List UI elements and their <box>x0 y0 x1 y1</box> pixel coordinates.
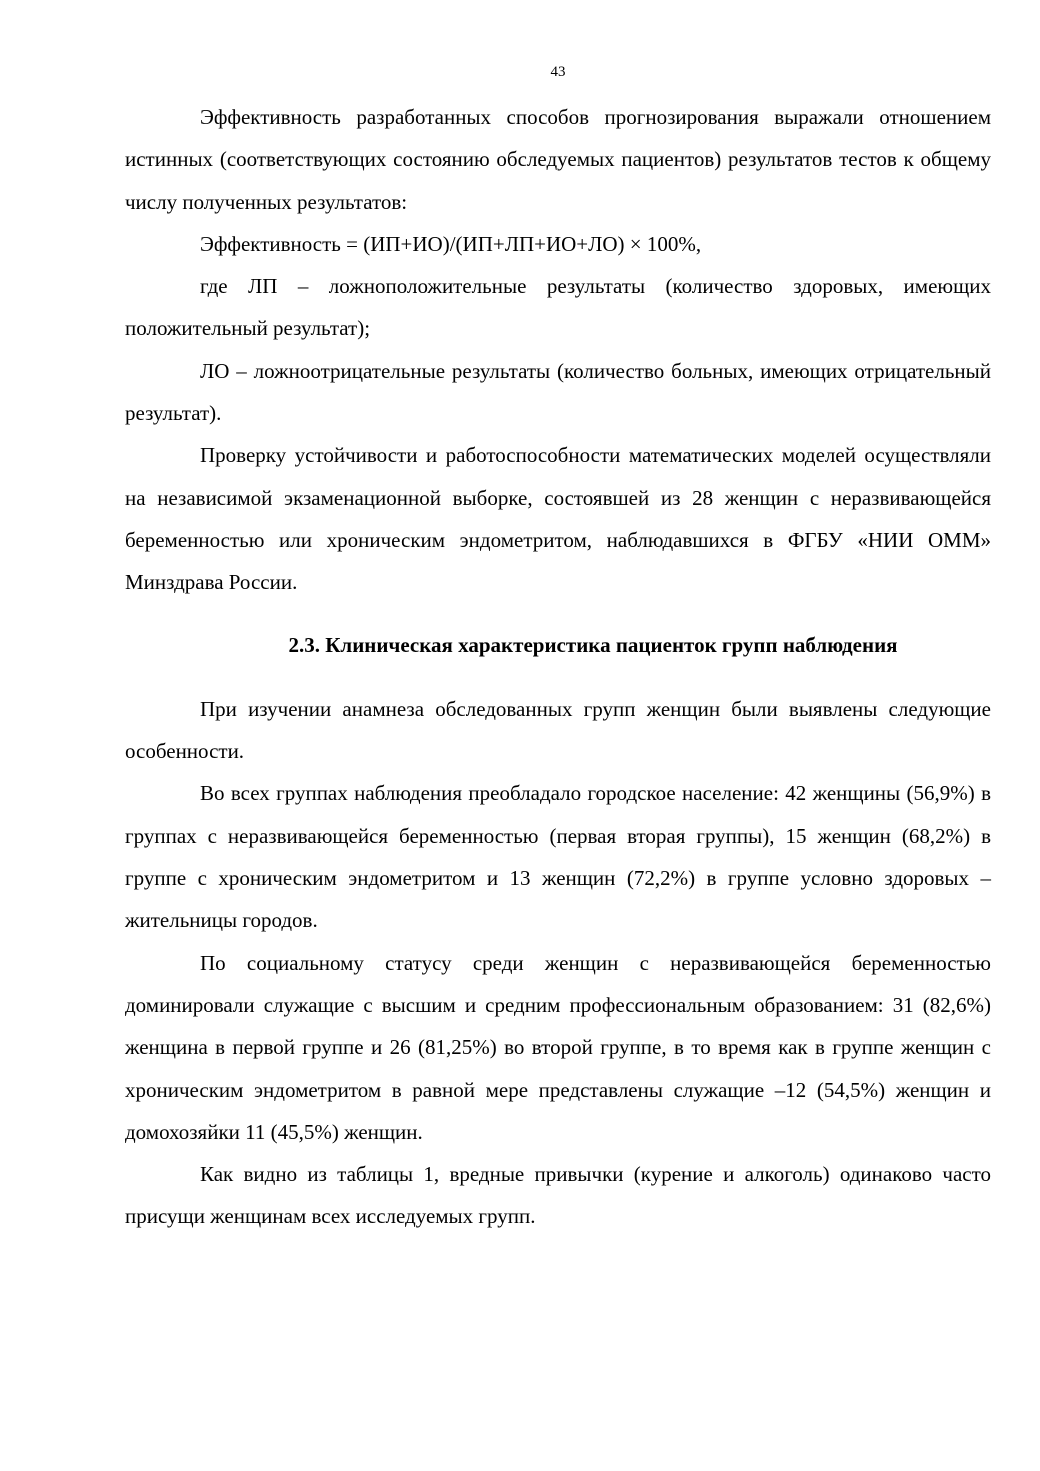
document-body <box>125 96 991 1238</box>
paragraph-bad-habits: Как видно из таблицы 1, вредные привычки (курение и алкоголь) одинаково часто присущи женщинам всех исследуемых групп. <box>125 1162 991 1229</box>
section-heading: 2.3. Клиническая характеристика пациенток групп наблюдения <box>288 632 898 657</box>
paragraph-false-negative-definition: ЛО – ложноотрицательные результаты (количество больных, имеющих отрицательный результат). <box>125 358 991 426</box>
paragraph-false-positive-definition: где ЛП – ложноположительные результаты (количество здоровых, имеющих положительный результат); <box>125 274 991 341</box>
paragraph-social-status: По социальному статусу среди женщин с неразвивающейся беременностью доминировали служащие с высшим и средним профессиональным образованием: 31 (82,6%) женщина в первой группе и 26 (81,25%) во второй группе, в то время как в группе женщин с хроническим эндометритом в равной мере представлены служащие –12 (54,5%) женщин и домохозяйки 11 (45,5%) женщин. <box>125 950 991 1144</box>
paragraph-urban-population: Во всех группах наблюдения преобладало городское население: 42 женщины (56,9%) в группах с неразвивающейся беременностью (первая вторая группы), 15 женщин (68,2%) в группе с хроническим эндометритом и 13 женщин (72,2%) в группе условно здоровых – жительницы городов. <box>125 781 991 933</box>
paragraph-efficiency-definition: Эффективность разработанных способов прогнозирования выражали отношением истинных (соответствующих состоянию обследуемых пациентов) результатов тестов к общему числу полученных результатов: <box>125 105 991 214</box>
paragraph-efficiency-formula: Эффективность = (ИП+ИО)/(ИП+ЛП+ИО+ЛО) × 100%, <box>200 231 702 256</box>
paragraph-anamnesis-intro: При изучении анамнеза обследованных групп женщин были выявлены следующие особенности. <box>125 696 991 764</box>
page-number: 43 <box>550 64 566 80</box>
paragraph-model-validation: Проверку устойчивости и работоспособности математических моделей осуществляли на независимой экзаменационной выборке, состоявшей из 28 женщин с неразвивающейся беременностью или хроническим эндометритом, наблюдавшихся в ФГБУ «НИИ ОММ» Минздрава России. <box>125 443 991 595</box>
